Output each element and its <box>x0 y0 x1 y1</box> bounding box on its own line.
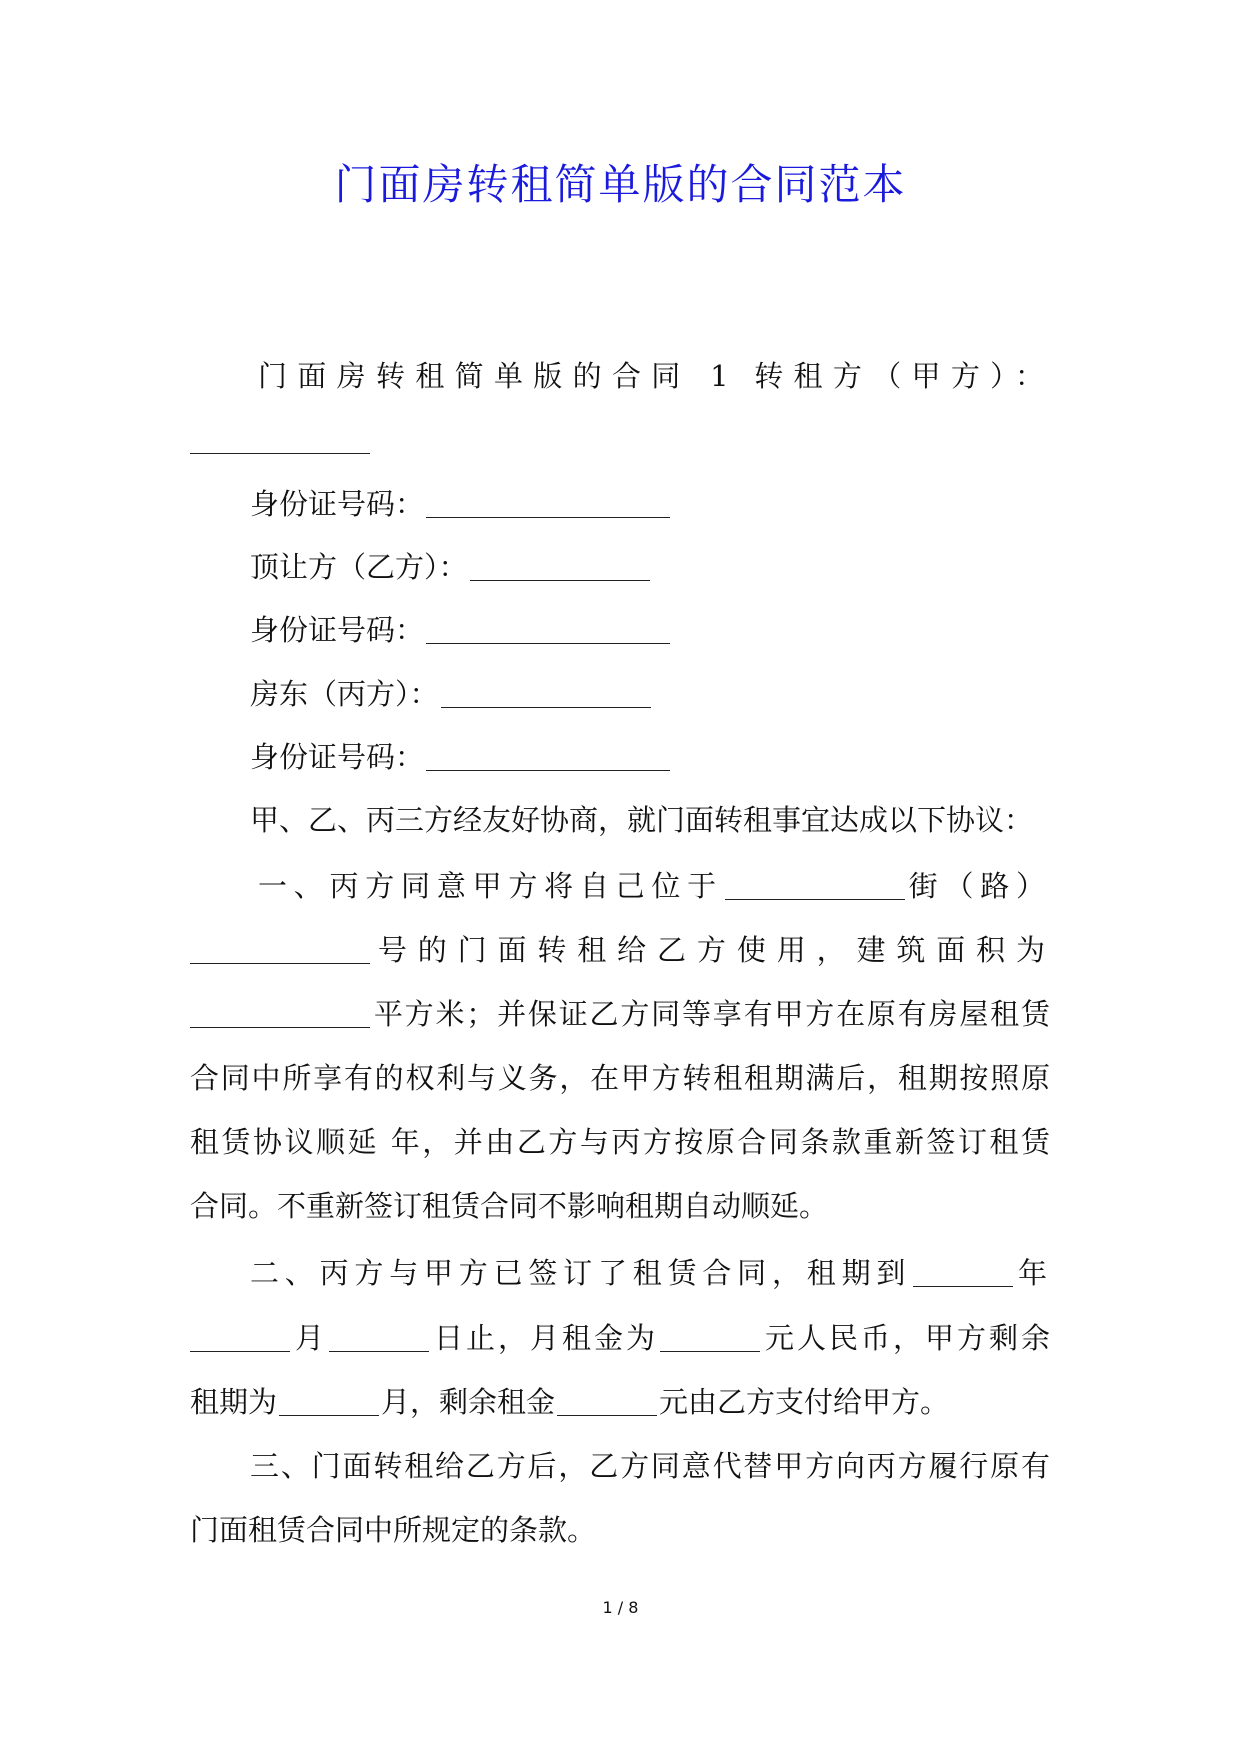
field-party-c-id <box>250 737 1110 777</box>
rent-blank <box>660 1322 760 1352</box>
remaining-rent-blank <box>557 1386 657 1416</box>
field-label: 身份证号码： <box>250 740 425 774</box>
month-blank <box>190 1322 290 1352</box>
area-blank <box>190 998 370 1028</box>
field-label: 顶让方（乙方）： <box>250 550 468 584</box>
document-title: 门面房转租简单版的合同范本 <box>334 160 907 209</box>
field-party-b <box>250 547 1110 587</box>
intro-paragraph: 甲、乙、丙三方经友好协商，就门面转租事宜达成以下协议： <box>250 803 1034 837</box>
clause-3-line-1: 三、门面转租给乙方后，乙方同意代替甲方向丙方履行原有 <box>250 1449 1050 1483</box>
clause-1-line-2: 号的门面转租给乙方使用，建筑面积为 <box>190 930 1050 970</box>
field-blank <box>426 614 670 644</box>
page-number: 1 / 8 <box>602 1598 639 1617</box>
clause-1-line-1: 一、丙方同意甲方将自己位于 街（路） <box>258 869 1050 903</box>
field-party-a-id <box>250 484 1110 524</box>
clause-1-line-6: 合同。不重新签订租赁合同不影响租期自动顺延。 <box>190 1189 829 1223</box>
field-party-c <box>250 674 1110 714</box>
field-blank <box>470 551 650 581</box>
party-a-label: 转租方（甲方）： <box>754 359 1051 393</box>
clause-2-line-2: 月 日止，月租金为 元人民币，甲方剩余 <box>190 1318 1050 1358</box>
clause-1-line-4: 合同中所享有的权利与义务，在甲方转租租期满后，租期按照原 <box>190 1061 1050 1095</box>
field-label: 身份证号码： <box>250 613 425 647</box>
remaining-months-blank <box>279 1386 379 1416</box>
clause-2-line-1: 二、丙方与甲方已签订了租赁合同，租期到 年 <box>250 1256 1050 1290</box>
contract-subtitle: 门面房转租简单版的合同 1 <box>258 359 735 393</box>
clause-3-line-2: 门面租赁合同中所规定的条款。 <box>190 1513 597 1547</box>
field-blank <box>426 741 670 771</box>
party-a-blank-line <box>190 420 1050 460</box>
number-blank <box>190 934 370 964</box>
field-label: 房东（丙方）： <box>250 677 439 711</box>
clause-1-line-3: 平方米；并保证乙方同等享有甲方在原有房屋租赁 <box>190 994 1050 1034</box>
field-label: 身份证号码： <box>250 487 425 521</box>
year-blank <box>913 1257 1013 1287</box>
contract-heading-line <box>258 356 1050 396</box>
clause-2-line-3: 租期为 月，剩余租金 元由乙方支付给甲方。 <box>190 1385 950 1419</box>
street-blank <box>725 870 905 900</box>
day-blank <box>329 1322 429 1352</box>
party-a-name-blank <box>190 424 370 454</box>
field-blank <box>426 488 670 518</box>
field-blank <box>441 678 651 708</box>
field-party-b-id <box>250 610 1110 650</box>
clause-1-line-5: 租赁协议顺延 年，并由乙方与丙方按原合同条款重新签订租赁 <box>190 1125 1050 1159</box>
